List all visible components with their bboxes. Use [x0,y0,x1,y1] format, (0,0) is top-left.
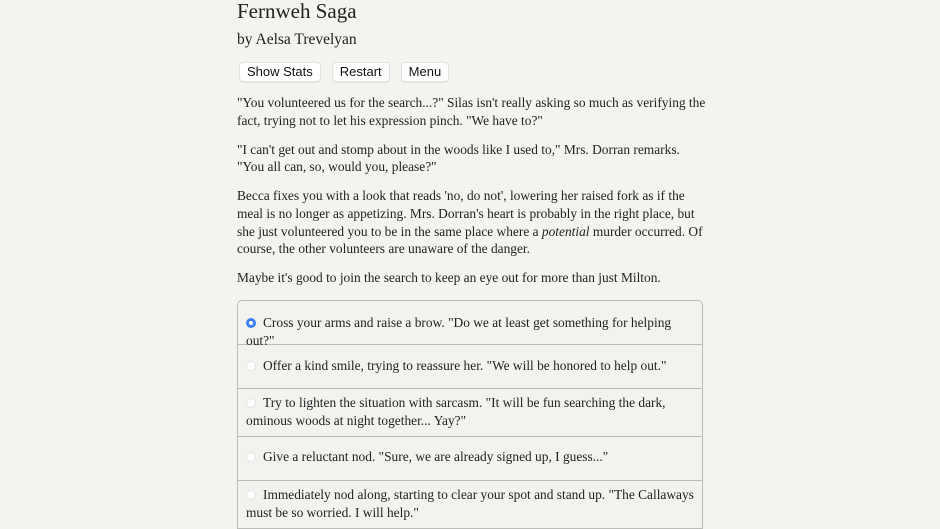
radio-unselected-icon[interactable] [246,398,256,408]
page-title: Fernweh Saga [237,0,357,23]
story-text [237,94,707,298]
story-paragraph [237,187,707,257]
choice-option-4[interactable] [238,437,702,481]
choice-option-5[interactable] [238,481,702,529]
radio-unselected-icon[interactable] [246,452,256,462]
story-paragraph: Maybe it's good to join the search to keep an eye out for more than just Milton. [237,270,661,286]
radio-unselected-icon[interactable] [246,361,256,371]
emphasis-text: potential [541,223,590,239]
choice-label: Try to lighten the situation with sarcasm. "It will be fun searching the dark, ominous woods at night together... Yay?" [246,395,666,428]
restart-button[interactable]: Restart [332,62,390,82]
choice-label: Cross your arms and raise a brow. "Do we at least get something for helping out?" [246,315,672,348]
radio-unselected-icon[interactable] [246,490,256,500]
menu-button[interactable]: Menu [401,62,450,82]
story-paragraph: "You volunteered us for the search...?" Silas isn't really asking so much as verifying the fact, trying not to let his expression pinch. "We have to?" [237,95,706,128]
radio-selected-icon[interactable] [246,318,256,328]
story-paragraph: "I can't get out and stomp about in the woods like I used to," Mrs. Dorran remarks. "You all can, so, would you, please?" [237,141,680,175]
choice-label: Immediately nod along, starting to clear your spot and stand up. "The Callaways must be so worried. I will help." [246,487,694,520]
story-text-segment: Becca fixes you with a look that reads 'no, do not', lowering her raised fork as if the meal is no longer as appetizing. Mrs. Dorran's heart is probably in the right place, but she just volunteered you to be in the same place where a [237,188,695,239]
choice-label: Give a reluctant nod. "Sure, we are already signed up, I guess..." [263,449,609,464]
author-byline: by Aelsa Trevelyan [237,31,357,48]
choice-option-1[interactable] [238,301,702,348]
choice-label: Offer a kind smile, trying to reassure her. "We will be honored to help out." [263,358,667,373]
show-stats-button[interactable]: Show Stats [239,62,321,82]
choice-option-2[interactable] [238,345,702,389]
toolbar [239,62,449,82]
choice-option-3[interactable] [238,389,702,437]
story-text-segment: murder occurred. Of course, the other volunteers are unaware of the danger. [237,223,703,257]
choice-list [237,300,703,529]
